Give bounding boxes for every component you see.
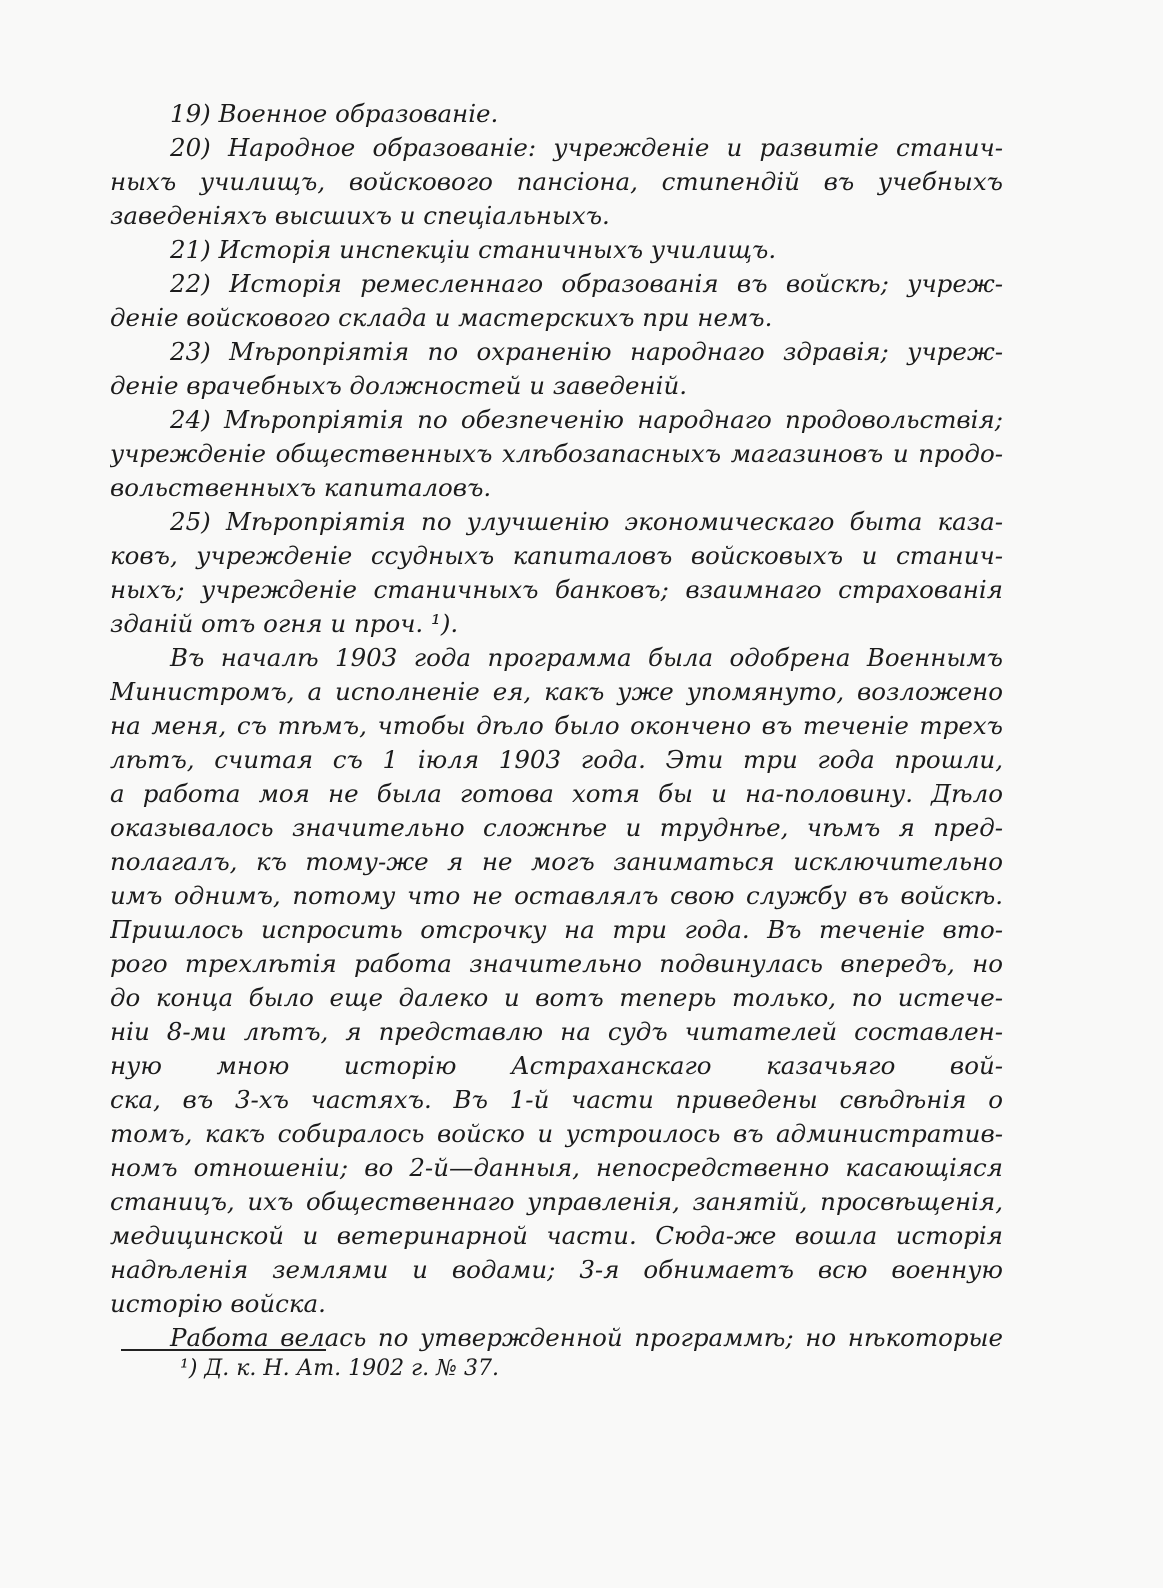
text-line: ную мною исторію Астраханскаго казачьяго вой- [110, 1051, 1003, 1080]
text-line: 19) Военное образованіе. [170, 99, 499, 128]
text-line: ныхъ; учрежденіе станичныхъ банковъ; взаимнаго страхованія [110, 575, 1003, 604]
text-line: станицъ, ихъ общественнаго управленія, занятій, просвѣщенія, [110, 1187, 1003, 1216]
text-line: 20) Народное образованіе: учрежденіе и развитіе станич- [170, 133, 1003, 162]
text-line: 24) Мѣропріятія по обезпеченію народнаго продовольствія; [170, 405, 1003, 434]
text-line: Работа велась по утвержденной программѣ; но нѣкоторые [170, 1323, 1003, 1352]
text-line: ска, въ 3-хъ частяхъ. Въ 1-й части приведены свѣдѣнія о [110, 1085, 1003, 1114]
text-line: а работа моя не была готова хотя бы и на-половину. Дѣло [110, 779, 1003, 808]
text-line: зданій отъ огня и проч. ¹). [110, 609, 459, 638]
text-line: 23) Мѣропріятія по охраненію народнаго здравія; учреж- [170, 337, 1003, 366]
text-line: медицинской и ветеринарной части. Сюда-же вошла исторія [110, 1221, 1003, 1250]
text-line: вольственныхъ капиталовъ. [110, 473, 492, 502]
text-line: на меня, съ тѣмъ, чтобы дѣло было окончено въ теченіе трехъ [110, 711, 1003, 740]
text-line: полагалъ, къ тому-же я не могъ заниматься исключительно [110, 847, 1003, 876]
text-line: томъ, какъ собиралось войско и устроилось въ административ- [110, 1119, 1003, 1148]
text-line: деніе врачебныхъ должностей и заведеній. [110, 371, 688, 400]
text-line: 25) Мѣропріятія по улучшенію экономическаго быта каза- [170, 507, 1003, 536]
text-line: 22) Исторія ремесленнаго образованія въ войскѣ; учреж- [170, 269, 1003, 298]
text-line: ныхъ училищъ, войскового пансіона, стипендій въ учебныхъ [110, 167, 1003, 196]
text-line: до конца было еще далеко и вотъ теперь только, по истече- [110, 983, 1003, 1012]
text-line: 21) Исторія инспекціи станичныхъ училищъ. [170, 235, 777, 264]
text-line: ковъ, учрежденіе ссудныхъ капиталовъ войсковыхъ и станич- [110, 541, 1003, 570]
text-line: надѣленія землями и водами; 3-я обнимаетъ всю военную [110, 1255, 1003, 1284]
text-line: исторію войска. [110, 1289, 326, 1318]
text-line: номъ отношеніи; во 2-й—данныя, непосредственно касающіяся [110, 1153, 1003, 1182]
text-line: заведеніяхъ высшихъ и спеціальныхъ. [110, 201, 610, 230]
text-line: Въ началѣ 1903 года программа была одобрена Военнымъ [170, 643, 1003, 672]
text-line: Министромъ, а исполненіе ея, какъ уже упомянуто, возложено [110, 677, 1003, 706]
text-line: оказывалось значительно сложнѣе и труднѣе, чѣмъ я пред- [110, 813, 1003, 842]
text-line: деніе войскового склада и мастерскихъ при немъ. [110, 303, 773, 332]
text-line: лѣтъ, считая съ 1 іюля 1903 года. Эти три года прошли, [110, 745, 1003, 774]
footnote-divider [121, 1349, 326, 1351]
text-line: Пришлось испросить отсрочку на три года. Въ теченіе вто- [110, 915, 1003, 944]
text-line: рого трехлѣтія работа значительно подвинулась впередъ, но [110, 949, 1003, 978]
text-line: имъ однимъ, потому что не оставлялъ свою службу въ войскѣ. [110, 881, 1003, 910]
text-line: учрежденіе общественныхъ хлѣбозапасныхъ магазиновъ и продо- [110, 439, 1003, 468]
text-line: ніи 8-ми лѣтъ, я представлю на судъ читателей составлен- [110, 1017, 1003, 1046]
footnote: ¹) Д. к. Н. Ат. 1902 г. № 37. [180, 1356, 499, 1381]
body-text [110, 97, 1003, 1355]
